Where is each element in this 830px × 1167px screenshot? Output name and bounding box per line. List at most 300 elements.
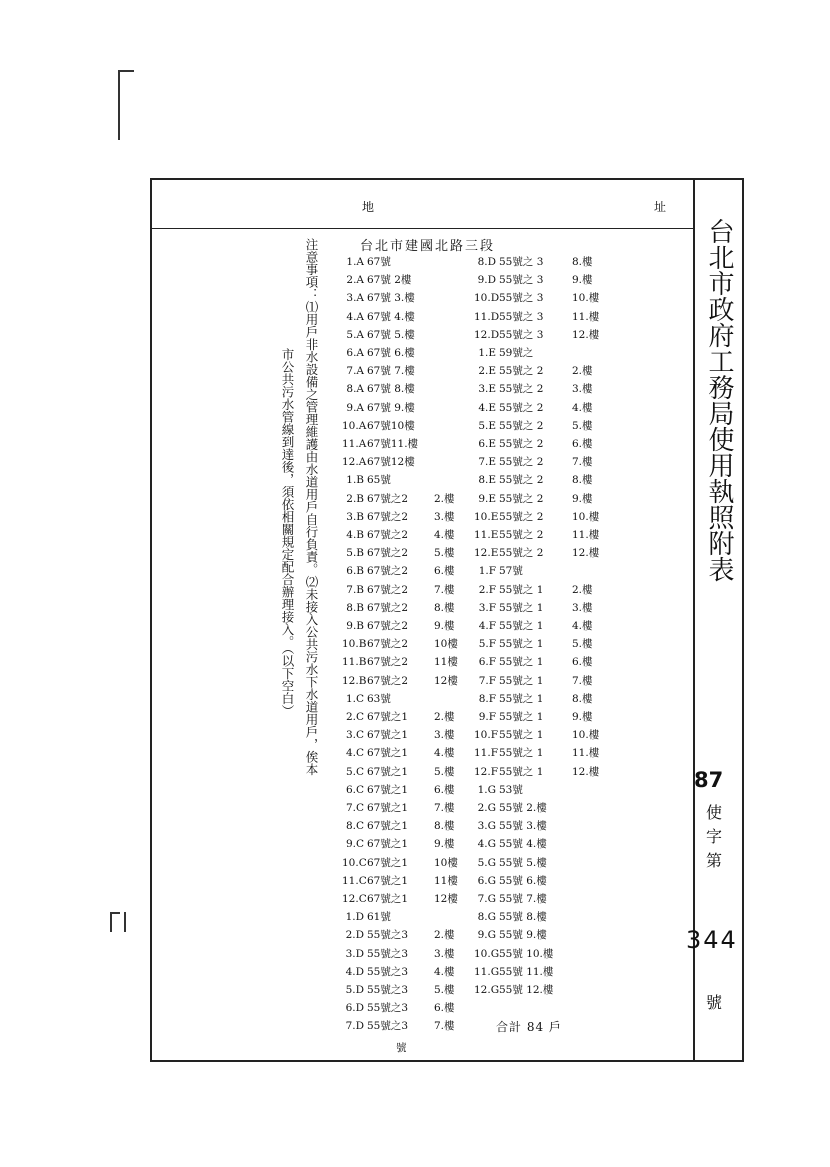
street-number: 55號之3 bbox=[367, 984, 409, 996]
unit-code: 7.C bbox=[345, 802, 364, 814]
address-entry bbox=[342, 783, 455, 797]
address-entry bbox=[342, 837, 455, 851]
address-entry bbox=[342, 564, 455, 578]
street-number: 67號之1 bbox=[367, 729, 409, 742]
unit-code: 7.B bbox=[346, 583, 364, 596]
unit-code: 10.F bbox=[474, 729, 498, 742]
street-number: 67號之1 bbox=[367, 838, 409, 851]
unit-code: 3.A bbox=[346, 292, 364, 305]
street-number: 55號之 1 bbox=[499, 638, 544, 651]
floor-label: 10.樓 bbox=[572, 510, 600, 523]
unit-code: 2.G bbox=[477, 802, 496, 814]
street-number: 55號之 2 bbox=[499, 365, 544, 378]
address-entry bbox=[342, 310, 415, 324]
address-entry bbox=[342, 346, 415, 360]
unit-code: 3.D bbox=[345, 947, 364, 960]
street-number: 67號之2 bbox=[367, 601, 409, 614]
floor-label: 8.樓 bbox=[572, 256, 593, 268]
address-entry bbox=[342, 328, 415, 342]
address-entry bbox=[342, 401, 415, 415]
street-number: 55號之 2 bbox=[499, 438, 544, 450]
street-number: 67號 6.樓 bbox=[367, 347, 415, 359]
unit-code: 3.E bbox=[478, 383, 496, 396]
street-number: 67號之1 bbox=[367, 820, 409, 833]
street-number: 55號之 1 bbox=[499, 620, 544, 632]
address-entry bbox=[474, 765, 600, 779]
address-entry bbox=[474, 492, 593, 506]
unit-code: 11.F bbox=[474, 747, 498, 760]
address-entry bbox=[474, 473, 593, 487]
unit-code: 1.A bbox=[346, 256, 364, 268]
address-entry bbox=[474, 419, 593, 433]
unit-code: 3.F bbox=[478, 601, 496, 614]
address-entry bbox=[342, 273, 411, 287]
notes-line-2: 市公共污水管線到達後，須依相關規定配合辦理接入。（以下空白） bbox=[280, 348, 295, 717]
floor-label: 3.樓 bbox=[434, 729, 455, 742]
unit-code: 9.G bbox=[477, 929, 496, 942]
unit-code: 11.D bbox=[474, 310, 500, 323]
street-number: 67號11.樓 bbox=[367, 438, 419, 450]
address-entry bbox=[342, 1001, 455, 1015]
street-number: 55號 2.樓 bbox=[499, 802, 547, 814]
floor-label: 6.樓 bbox=[572, 438, 593, 450]
floor-label: 10.樓 bbox=[572, 729, 600, 742]
unit-code: 10.A bbox=[342, 419, 367, 432]
address-entry bbox=[474, 837, 547, 851]
street-number: 55號之 3 bbox=[499, 274, 544, 287]
street-number: 67號 8.樓 bbox=[367, 383, 415, 396]
address-entry bbox=[342, 437, 418, 451]
unit-code: 5.E bbox=[478, 419, 496, 432]
unit-code: 12.F bbox=[474, 765, 498, 778]
unit-code: 7.G bbox=[477, 893, 496, 905]
unit-code: 11.E bbox=[474, 529, 499, 541]
address-entry bbox=[342, 856, 458, 870]
unit-code: 11.C bbox=[342, 874, 367, 887]
address-entry bbox=[342, 728, 455, 742]
street-number: 67號之1 bbox=[367, 893, 409, 905]
unit-code: 8.C bbox=[345, 820, 364, 833]
unit-code: 11.A bbox=[342, 438, 367, 450]
floor-label: 9.樓 bbox=[572, 711, 593, 723]
unit-code: 6.A bbox=[346, 347, 364, 359]
address-entry bbox=[342, 619, 455, 633]
address-entry bbox=[342, 1019, 455, 1033]
unit-code: 9.D bbox=[477, 274, 496, 287]
unit-code: 9.B bbox=[346, 620, 364, 632]
address-entry bbox=[474, 310, 600, 324]
street-number: 55號之3 bbox=[367, 965, 409, 978]
street-number: 67號之2 bbox=[367, 565, 409, 578]
unit-code: 1.F bbox=[478, 565, 496, 578]
floor-label: 6.樓 bbox=[434, 783, 455, 796]
street-number: 55號 9.樓 bbox=[499, 929, 547, 942]
address-entry bbox=[474, 328, 600, 342]
unit-code: 8.F bbox=[478, 692, 496, 705]
address-entry bbox=[474, 382, 593, 396]
unit-code: 3.C bbox=[345, 729, 364, 742]
address-entry bbox=[474, 947, 553, 961]
unit-code: 10.C bbox=[342, 856, 367, 869]
unit-code: 7.F bbox=[478, 674, 496, 687]
street-number: 55號之3 bbox=[367, 1020, 409, 1033]
address-entry bbox=[342, 910, 391, 924]
street-number: 67號之2 bbox=[367, 620, 409, 632]
unit-code: 1.G bbox=[477, 783, 496, 796]
permit-suffix: 號 bbox=[706, 993, 723, 1012]
street-number: 55號 11.樓 bbox=[499, 965, 554, 978]
street-number: 55號之 2 bbox=[499, 456, 544, 469]
street-number: 67號 7.樓 bbox=[367, 365, 415, 378]
unit-code: 6.G bbox=[477, 874, 496, 887]
floor-label: 2.樓 bbox=[572, 583, 593, 596]
address-entry bbox=[474, 655, 593, 669]
unit-code: 12.B bbox=[342, 674, 367, 687]
address-entry bbox=[342, 382, 415, 396]
floor-label: 8.樓 bbox=[572, 692, 593, 705]
floor-label: 11.樓 bbox=[572, 310, 600, 323]
unit-code: 10.B bbox=[342, 638, 367, 651]
floor-label: 3.樓 bbox=[572, 601, 593, 614]
unit-code: 12.D bbox=[474, 328, 500, 341]
address-entry bbox=[474, 510, 600, 524]
unit-code: 4.F bbox=[478, 620, 496, 632]
street-number: 55號之 1 bbox=[499, 729, 544, 742]
street-number: 67號之2 bbox=[367, 510, 409, 523]
address-entry bbox=[342, 746, 455, 760]
unit-code: 6.E bbox=[478, 438, 496, 450]
address-entry bbox=[474, 637, 593, 651]
address-heading: 台北市建國北路三段 bbox=[360, 239, 496, 254]
street-number: 55號 5.樓 bbox=[499, 856, 547, 869]
street-number: 59號之 bbox=[499, 347, 534, 359]
address-entry bbox=[342, 255, 391, 269]
address-entry bbox=[342, 655, 458, 669]
street-number: 55號之 1 bbox=[499, 747, 544, 760]
street-number: 63號 bbox=[367, 692, 391, 705]
unit-code: 1.D bbox=[345, 911, 364, 924]
unit-code: 4.A bbox=[346, 310, 364, 323]
floor-label: 11.樓 bbox=[572, 529, 600, 541]
unit-code: 11.B bbox=[342, 656, 367, 669]
unit-code: 2.D bbox=[345, 929, 364, 942]
floor-label: 4.樓 bbox=[434, 529, 455, 541]
address-entry bbox=[474, 874, 547, 888]
street-number: 55號之 3 bbox=[499, 256, 544, 268]
floor-label: 5.樓 bbox=[434, 984, 455, 996]
address-entry bbox=[342, 637, 458, 651]
street-number: 55號之 2 bbox=[499, 510, 544, 523]
unit-code: 9.F bbox=[478, 711, 496, 723]
unit-code: 8.E bbox=[478, 474, 496, 487]
address-entry bbox=[474, 692, 593, 706]
floor-label: 12.樓 bbox=[572, 547, 600, 560]
address-entry bbox=[342, 928, 455, 942]
floor-label: 3.樓 bbox=[434, 947, 455, 960]
address-entry bbox=[342, 583, 455, 597]
floor-label: 2.樓 bbox=[434, 492, 455, 505]
unit-code: 6.D bbox=[345, 1002, 364, 1015]
address-entry bbox=[474, 856, 547, 870]
unit-code: 5.C bbox=[345, 765, 364, 778]
street-number: 67號 4.樓 bbox=[367, 310, 415, 323]
street-number: 67號之1 bbox=[367, 856, 409, 869]
floor-label: 5.樓 bbox=[434, 547, 455, 560]
header-left: 地 bbox=[362, 200, 375, 214]
address-entry bbox=[474, 455, 593, 469]
street-number: 67號 5.樓 bbox=[367, 328, 415, 341]
floor-label: 12樓 bbox=[434, 893, 458, 905]
unit-code: 9.C bbox=[345, 838, 364, 851]
floor-label: 8.樓 bbox=[572, 474, 593, 487]
address-entry bbox=[342, 983, 455, 997]
unit-code: 5.B bbox=[346, 547, 364, 560]
address-entry bbox=[342, 510, 455, 524]
address-entry bbox=[342, 419, 415, 433]
address-entry bbox=[474, 928, 547, 942]
unit-code: 2.E bbox=[478, 365, 496, 378]
street-number: 55號之 2 bbox=[499, 401, 544, 414]
street-number: 53號 bbox=[499, 783, 523, 796]
floor-label: 11樓 bbox=[434, 656, 458, 669]
floor-label: 12.樓 bbox=[572, 328, 600, 341]
street-number: 55號之 1 bbox=[499, 692, 544, 705]
address-entry bbox=[342, 710, 455, 724]
address-entry bbox=[474, 346, 533, 360]
address-entry bbox=[474, 291, 600, 305]
floor-label: 3.樓 bbox=[434, 510, 455, 523]
street-number: 67號 2樓 bbox=[367, 274, 412, 287]
address-entry bbox=[342, 765, 455, 779]
unit-code: 4.B bbox=[346, 529, 364, 541]
unit-code: 2.F bbox=[478, 583, 496, 596]
street-number: 67號之2 bbox=[367, 547, 409, 560]
trailing-char: 號 bbox=[396, 1042, 407, 1054]
address-entry bbox=[342, 947, 455, 961]
street-number: 65號 bbox=[367, 474, 391, 487]
street-number: 67號之2 bbox=[367, 674, 409, 687]
unit-code: 2.C bbox=[345, 711, 364, 723]
address-entry bbox=[342, 492, 455, 506]
street-number: 55號 4.樓 bbox=[499, 838, 547, 851]
floor-label: 5.樓 bbox=[434, 765, 455, 778]
street-number: 55號之 2 bbox=[499, 383, 544, 396]
street-number: 67號12樓 bbox=[367, 456, 415, 469]
unit-code: 12.C bbox=[342, 893, 367, 905]
unit-code: 3.B bbox=[346, 510, 364, 523]
floor-label: 7.樓 bbox=[572, 674, 593, 687]
address-entry bbox=[474, 437, 593, 451]
header-divider bbox=[150, 228, 695, 229]
address-entry bbox=[342, 674, 458, 688]
street-number: 67號 3.樓 bbox=[367, 292, 415, 305]
street-number: 55號之 1 bbox=[499, 765, 544, 778]
address-entry bbox=[474, 255, 593, 269]
permit-year: 87 bbox=[694, 768, 724, 792]
street-number: 55號 7.樓 bbox=[499, 893, 547, 905]
address-entry bbox=[474, 710, 593, 724]
unit-code: 6.C bbox=[345, 783, 364, 796]
address-entry bbox=[474, 965, 553, 979]
floor-label: 4.樓 bbox=[572, 401, 593, 414]
unit-code: 1.E bbox=[478, 347, 496, 359]
street-number: 55號 3.樓 bbox=[499, 820, 547, 833]
floor-label: 6.樓 bbox=[434, 565, 455, 578]
address-entry bbox=[342, 965, 455, 979]
scan-mark bbox=[118, 70, 120, 140]
street-number: 67號之2 bbox=[367, 492, 409, 505]
total-count: 合計 84 戶 bbox=[496, 1020, 562, 1034]
unit-code: 12.G bbox=[474, 984, 500, 996]
street-number: 55號之 2 bbox=[499, 529, 544, 541]
floor-label: 7.樓 bbox=[434, 802, 455, 814]
street-number: 55號之 3 bbox=[499, 292, 544, 305]
street-number: 61號 bbox=[367, 911, 391, 924]
address-entry bbox=[342, 601, 455, 615]
unit-code: 7.E bbox=[478, 456, 496, 469]
floor-label: 6.樓 bbox=[434, 1002, 455, 1015]
address-entry bbox=[342, 801, 455, 815]
street-number: 55號 6.樓 bbox=[499, 874, 547, 887]
street-number: 55號之 2 bbox=[499, 419, 544, 432]
address-entry bbox=[342, 364, 415, 378]
floor-label: 8.樓 bbox=[434, 601, 455, 614]
unit-code: 8.A bbox=[346, 383, 364, 396]
street-number: 67號之1 bbox=[367, 783, 409, 796]
street-number: 67號之2 bbox=[367, 529, 409, 541]
unit-code: 5.G bbox=[477, 856, 496, 869]
street-number: 55號之 2 bbox=[499, 547, 544, 560]
unit-code: 4.C bbox=[345, 747, 364, 760]
address-entry bbox=[342, 528, 455, 542]
address-entry bbox=[474, 801, 547, 815]
street-number: 55號之 3 bbox=[499, 310, 544, 323]
permit-char-2: 字 bbox=[706, 827, 723, 846]
permit-char-3: 第 bbox=[706, 851, 723, 870]
permit-number: 344 bbox=[686, 926, 738, 954]
street-number: 55號之3 bbox=[367, 947, 409, 960]
unit-code: 8.B bbox=[346, 601, 364, 614]
floor-label: 2.樓 bbox=[572, 365, 593, 378]
unit-code: 4.G bbox=[477, 838, 496, 851]
address-entry bbox=[474, 892, 547, 906]
address-entry bbox=[342, 892, 458, 906]
street-number: 55號之 2 bbox=[499, 474, 544, 487]
unit-code: 7.A bbox=[346, 365, 364, 378]
address-entry bbox=[342, 291, 415, 305]
street-number: 67號之1 bbox=[367, 765, 409, 778]
street-number: 55號之 1 bbox=[499, 601, 544, 614]
unit-code: 6.B bbox=[346, 565, 364, 578]
street-number: 67號 9.樓 bbox=[367, 401, 415, 414]
street-number: 67號10樓 bbox=[367, 419, 415, 432]
street-number: 55號 10.樓 bbox=[499, 947, 554, 960]
address-entry bbox=[474, 601, 593, 615]
unit-code: 5.D bbox=[345, 984, 364, 996]
address-entry bbox=[474, 619, 593, 633]
unit-code: 12.E bbox=[474, 547, 499, 560]
floor-label: 11樓 bbox=[434, 874, 458, 887]
street-number: 55號 8.樓 bbox=[499, 911, 547, 924]
unit-code: 9.A bbox=[346, 401, 364, 414]
address-entry bbox=[342, 546, 455, 560]
street-number: 55號 12.樓 bbox=[499, 984, 554, 996]
floor-label: 4.樓 bbox=[434, 965, 455, 978]
floor-label: 5.樓 bbox=[572, 419, 593, 432]
unit-code: 8.G bbox=[477, 911, 496, 924]
notes-line-1: 注意事項：⑴用戶非水設備之管理維護由水道用戶自行負責。⑵未接入公共污水下水道用戶，俟本 bbox=[304, 238, 319, 776]
street-number: 67號之2 bbox=[367, 638, 409, 651]
street-number: 55號之 1 bbox=[499, 674, 544, 687]
address-entry bbox=[474, 783, 523, 797]
unit-code: 7.D bbox=[345, 1020, 364, 1033]
street-number: 55號之 1 bbox=[499, 711, 544, 723]
unit-code: 10.E bbox=[474, 510, 499, 523]
unit-code: 2.B bbox=[346, 492, 364, 505]
address-entry bbox=[474, 564, 523, 578]
address-entry bbox=[474, 674, 593, 688]
address-entry bbox=[342, 473, 391, 487]
street-number: 67號之1 bbox=[367, 747, 409, 760]
unit-code: 2.A bbox=[346, 274, 364, 287]
street-number: 55號之 1 bbox=[499, 583, 544, 596]
floor-label: 7.樓 bbox=[434, 1020, 455, 1033]
floor-label: 5.樓 bbox=[572, 638, 593, 651]
address-entry bbox=[474, 364, 593, 378]
unit-code: 1.B bbox=[346, 474, 364, 487]
address-entry bbox=[342, 874, 458, 888]
address-entry bbox=[474, 528, 600, 542]
floor-label: 7.樓 bbox=[434, 583, 455, 596]
scan-mark bbox=[118, 70, 134, 72]
unit-code: 4.E bbox=[478, 401, 496, 414]
address-entry bbox=[474, 546, 600, 560]
address-entry bbox=[342, 819, 455, 833]
street-number: 55號之3 bbox=[367, 1002, 409, 1015]
unit-code: 10.G bbox=[474, 947, 500, 960]
scan-mark bbox=[110, 912, 112, 932]
floor-label: 9.樓 bbox=[572, 274, 593, 287]
address-entry bbox=[474, 746, 600, 760]
address-entry bbox=[342, 455, 415, 469]
unit-code: 12.A bbox=[342, 456, 367, 469]
unit-code: 5.F bbox=[478, 638, 496, 651]
unit-code: 8.D bbox=[477, 256, 496, 268]
unit-code: 1.C bbox=[345, 692, 364, 705]
address-entry bbox=[474, 728, 600, 742]
address-entry bbox=[474, 910, 547, 924]
street-number: 55號之 2 bbox=[499, 492, 544, 505]
street-number: 55號之 3 bbox=[499, 328, 544, 341]
street-number: 67號之1 bbox=[367, 874, 409, 887]
floor-label: 2.樓 bbox=[434, 929, 455, 942]
floor-label: 9.樓 bbox=[434, 838, 455, 851]
unit-code: 9.E bbox=[478, 492, 496, 505]
floor-label: 12.樓 bbox=[572, 765, 600, 778]
floor-label: 2.樓 bbox=[434, 711, 455, 723]
street-number: 67號之1 bbox=[367, 802, 409, 814]
floor-label: 4.樓 bbox=[572, 620, 593, 632]
floor-label: 3.樓 bbox=[572, 383, 593, 396]
floor-label: 10樓 bbox=[434, 856, 458, 869]
street-number: 67號之2 bbox=[367, 583, 409, 596]
address-entry bbox=[474, 983, 553, 997]
floor-label: 7.樓 bbox=[572, 456, 593, 469]
unit-code: 4.D bbox=[345, 965, 364, 978]
address-entry bbox=[342, 692, 391, 706]
unit-code: 10.D bbox=[474, 292, 500, 305]
floor-label: 6.樓 bbox=[572, 656, 593, 669]
